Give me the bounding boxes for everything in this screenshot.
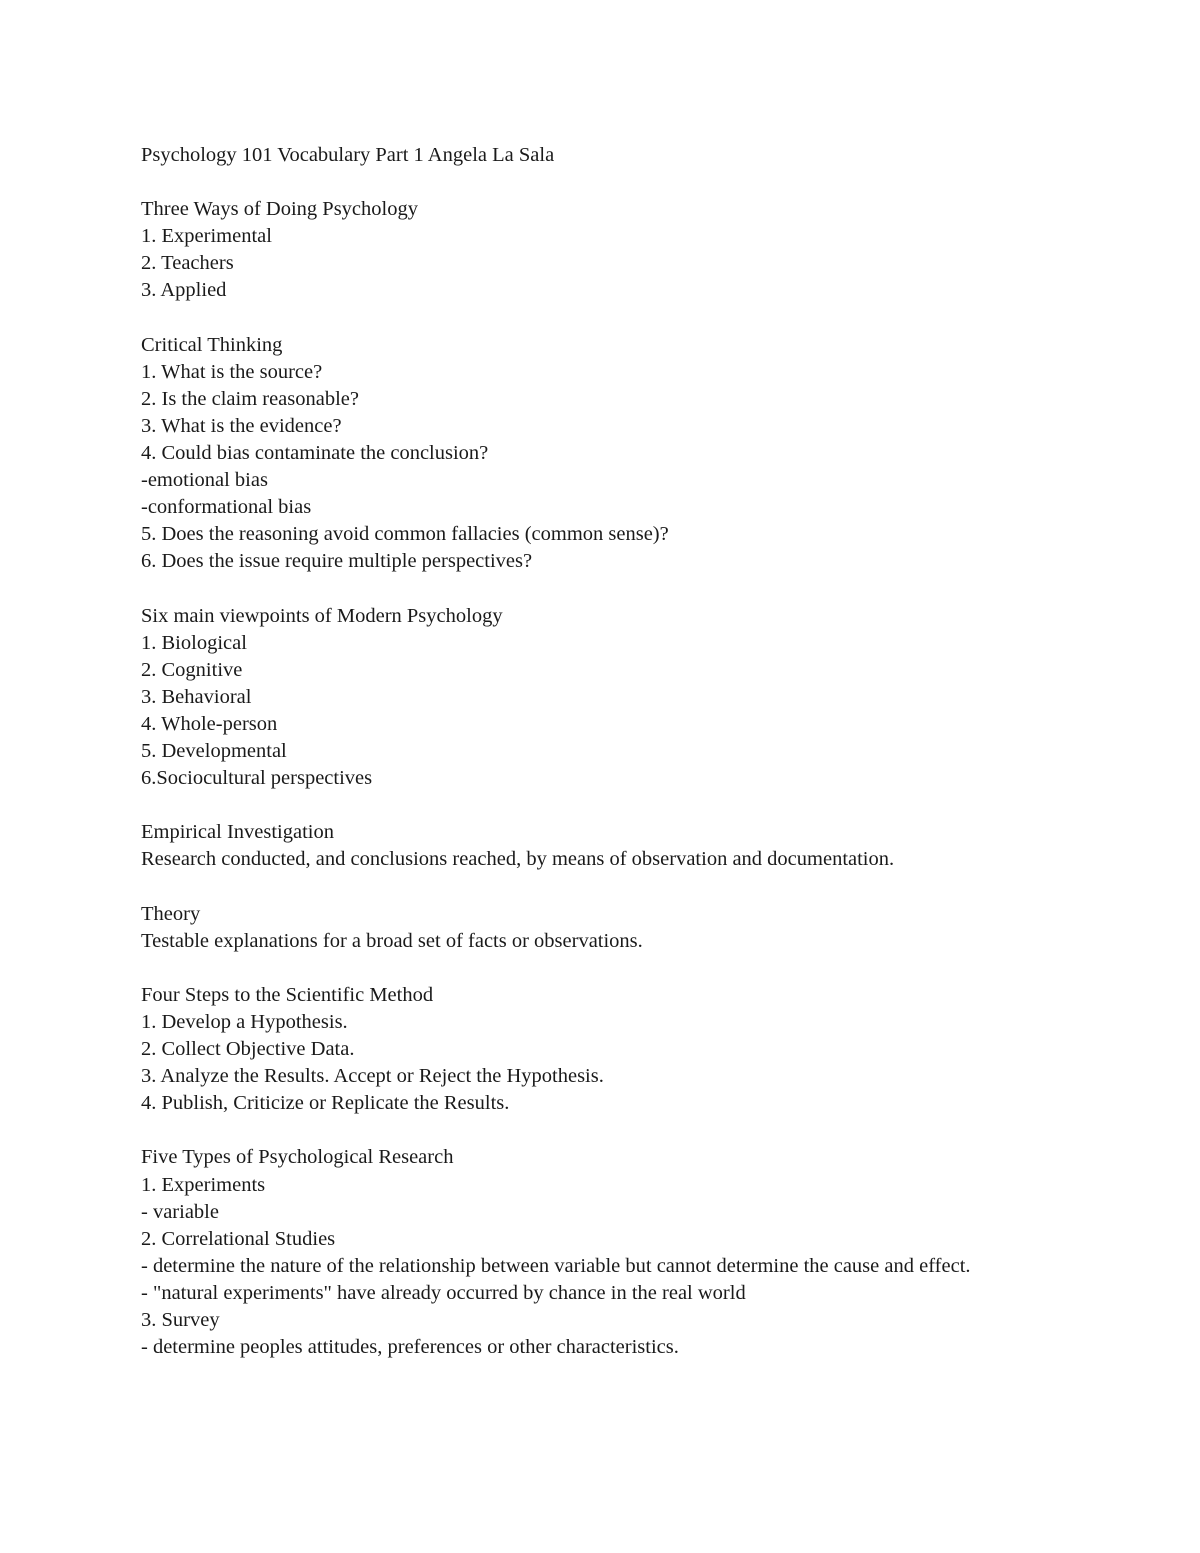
list-item: 6. Does the issue require multiple perspectives?	[141, 550, 533, 573]
definition-text: Research conducted, and conclusions reached, by means of observation and documentation.	[141, 848, 895, 871]
section-six-viewpoints	[141, 603, 1051, 793]
section-heading: Six main viewpoints of Modern Psychology	[141, 604, 503, 627]
section-three-ways	[141, 196, 1051, 304]
section-research-types	[141, 1144, 1051, 1361]
section-empirical-investigation	[141, 819, 1051, 873]
list-item: 3. Survey	[141, 1309, 220, 1332]
section-scientific-method	[141, 982, 1051, 1117]
list-item: 3. Analyze the Results. Accept or Reject the Hypothesis.	[141, 1065, 604, 1088]
definition-text: Testable explanations for a broad set of facts or observations.	[141, 929, 643, 952]
list-item: 3. Behavioral	[141, 685, 252, 708]
list-item: 6.Sociocultural perspectives	[141, 767, 373, 790]
document-body	[141, 142, 1051, 1361]
list-item: - variable	[141, 1200, 219, 1223]
list-item: 2. Correlational Studies	[141, 1227, 336, 1250]
list-item: 5. Does the reasoning avoid common fallacies (common sense)?	[141, 523, 669, 546]
list-item: - "natural experiments" have already occurred by chance in the real world	[141, 1281, 746, 1304]
section-critical-thinking	[141, 332, 1051, 576]
section-heading: Four Steps to the Scientific Method	[141, 983, 434, 1006]
list-item: -emotional bias	[141, 469, 268, 492]
section-heading: Critical Thinking	[141, 333, 283, 356]
section-theory	[141, 901, 1051, 955]
list-item: 4. Publish, Criticize or Replicate the Results.	[141, 1092, 510, 1115]
list-item: 3. Applied	[141, 279, 227, 302]
list-item: 3. What is the evidence?	[141, 414, 342, 437]
document-title: Psychology 101 Vocabulary Part 1 Angela La Sala	[141, 144, 555, 166]
section-heading: Theory	[141, 902, 201, 925]
list-item: 1. Experimental	[141, 225, 272, 248]
section-heading: Five Types of Psychological Research	[141, 1146, 454, 1169]
list-item: 1. Biological	[141, 631, 247, 654]
list-item: 1. What is the source?	[141, 360, 323, 383]
list-item: 1. Develop a Hypothesis.	[141, 1011, 348, 1033]
list-item: 4. Could bias contaminate the conclusion?	[141, 442, 489, 465]
section-heading: Three Ways of Doing Psychology	[141, 198, 418, 221]
list-item: - determine peoples attitudes, preferences or other characteristics.	[141, 1336, 679, 1359]
section-heading: Empirical Investigation	[141, 821, 334, 844]
list-item: 5. Developmental	[141, 740, 287, 763]
list-item: 2. Is the claim reasonable?	[141, 387, 360, 410]
list-item: 2. Collect Objective Data.	[141, 1038, 355, 1061]
list-item: - determine the nature of the relationship between variable but cannot determine the cause and effect.	[141, 1254, 971, 1277]
list-item: -conformational bias	[141, 496, 312, 519]
list-item: 2. Cognitive	[141, 658, 243, 681]
list-item: 2. Teachers	[141, 252, 234, 275]
list-item: 4. Whole-person	[141, 712, 278, 735]
list-item: 1. Experiments	[141, 1173, 266, 1196]
